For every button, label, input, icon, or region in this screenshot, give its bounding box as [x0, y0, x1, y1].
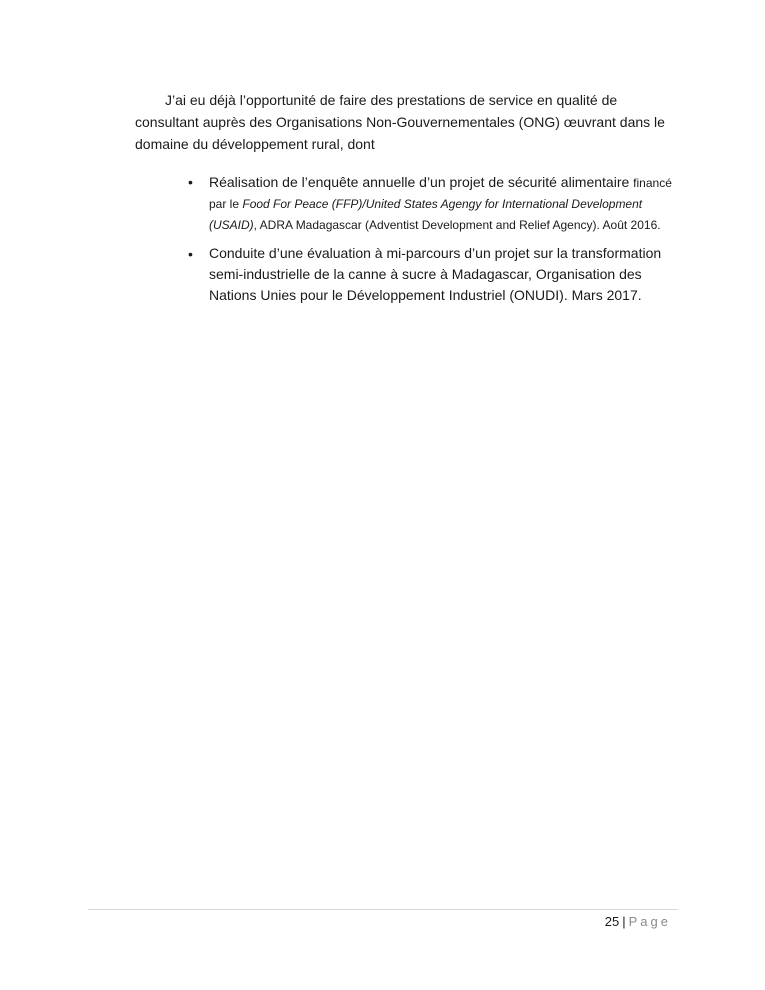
intro-paragraph: [135, 89, 675, 155]
bullet-item-evaluation: [185, 243, 677, 306]
bullet-lead-text: Réalisation de l’enquête annuelle d’un projet de sécurité alimentaire: [209, 174, 634, 190]
page-footer: [605, 913, 671, 931]
bullet-funding-text: financé par le: [209, 176, 672, 211]
bullet-evaluation-text: Conduite d’une évaluation à mi-parcours d’un projet sur la transformation semi-industrielle de la canne à sucre à Madagascar, Organisation des Nations Unies pour le Développement Industriel (ONUDI). Mars 2017.: [209, 245, 662, 303]
footer-separator: |: [622, 914, 626, 929]
footer-divider: [88, 909, 678, 910]
bullet-agency-text: , ADRA Madagascar (Adventist Development and Relief Agency). Août 2016.: [253, 218, 661, 232]
bullet-item-survey: [185, 171, 677, 235]
bullet-list: [185, 171, 677, 306]
page-label: Page: [628, 914, 671, 929]
bullet-icon: •: [188, 246, 193, 262]
bullet-icon: •: [188, 174, 193, 190]
bullet-donor-italic: Food For Peace (FFP)/United States Agengy for International Development (USAID): [209, 197, 643, 232]
intro-paragraph-text: J’ai eu déjà l’opportunité de faire des prestations de service en qualité de consultant auprès des Organisations Non-Gouvernementales (ONG) œuvrant dans le domaine du développement rural, dont: [135, 92, 665, 152]
page-number: 25: [604, 914, 620, 929]
